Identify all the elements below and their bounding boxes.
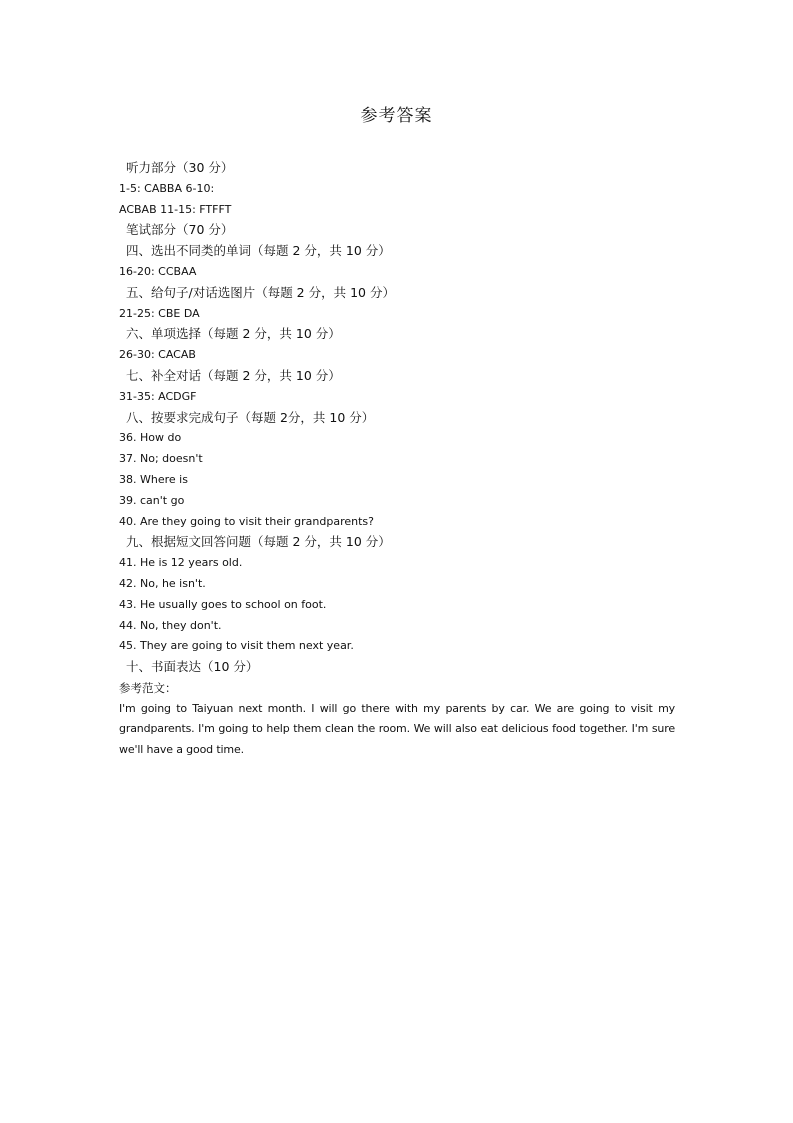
section-heading: 九、根据短文回答问题（每题 2 分，共 10 分） [126,534,391,550]
section-heading: 十、书面表达（10 分） [126,659,259,675]
answer-line: 44. No, they don't. [119,618,222,632]
answer-line: 45. They are going to visit them next year. [119,639,354,653]
answer-line: 39. can't go [119,493,185,507]
answer-line: 40. Are they going to visit their grandparents? [119,514,374,528]
answer-lines [119,158,679,699]
section-heading: 四、选出不同类的单词（每题 2 分，共 10 分） [126,243,391,259]
answer-line: 43. He usually goes to school on foot. [119,597,327,611]
page-title: 参考答案 [360,106,433,126]
answer-line: 42. No, he isn't. [119,576,206,590]
section-heading: 七、补全对话（每题 2 分，共 10 分） [126,367,341,383]
section-heading: 八、按要求完成句子（每题 2分，共 10 分） [126,409,375,425]
answer-line: 21-25: CBE DA [119,306,200,320]
section-heading: 五、给句子/对话选图片（每题 2 分，共 10 分） [126,284,395,300]
answer-content [119,158,679,761]
answer-line: 1-5: CABBA 6-10: [119,181,215,195]
answer-line: 37. No; doesn't [119,452,203,466]
answer-line: 38. Where is [119,472,188,486]
answer-line: 31-35: ACDGF [119,389,197,403]
answer-line: 36. How do [119,431,182,445]
text-line: 参考范文： [119,680,177,695]
section-heading: 六、单项选择（每题 2 分，共 10 分） [126,326,341,342]
answer-line: 41. He is 12 years old. [119,556,243,570]
answer-line: 16-20: CCBAA [119,264,197,278]
answer-line: 26-30: CACAB [119,348,196,362]
section-heading: 笔试部分（70 分） [126,222,234,238]
answer-line: ACBAB 11-15: FTFFT [119,202,232,216]
model-essay: I'm going to Taiyuan next month. I will go there with my parents by car. We are going to visit my grandparents. I'm going to help them clean the room. We will also eat delicious food together. I'm sure we'll have a good time. [119,701,675,756]
section-heading: 听力部分（30 分） [126,160,234,175]
